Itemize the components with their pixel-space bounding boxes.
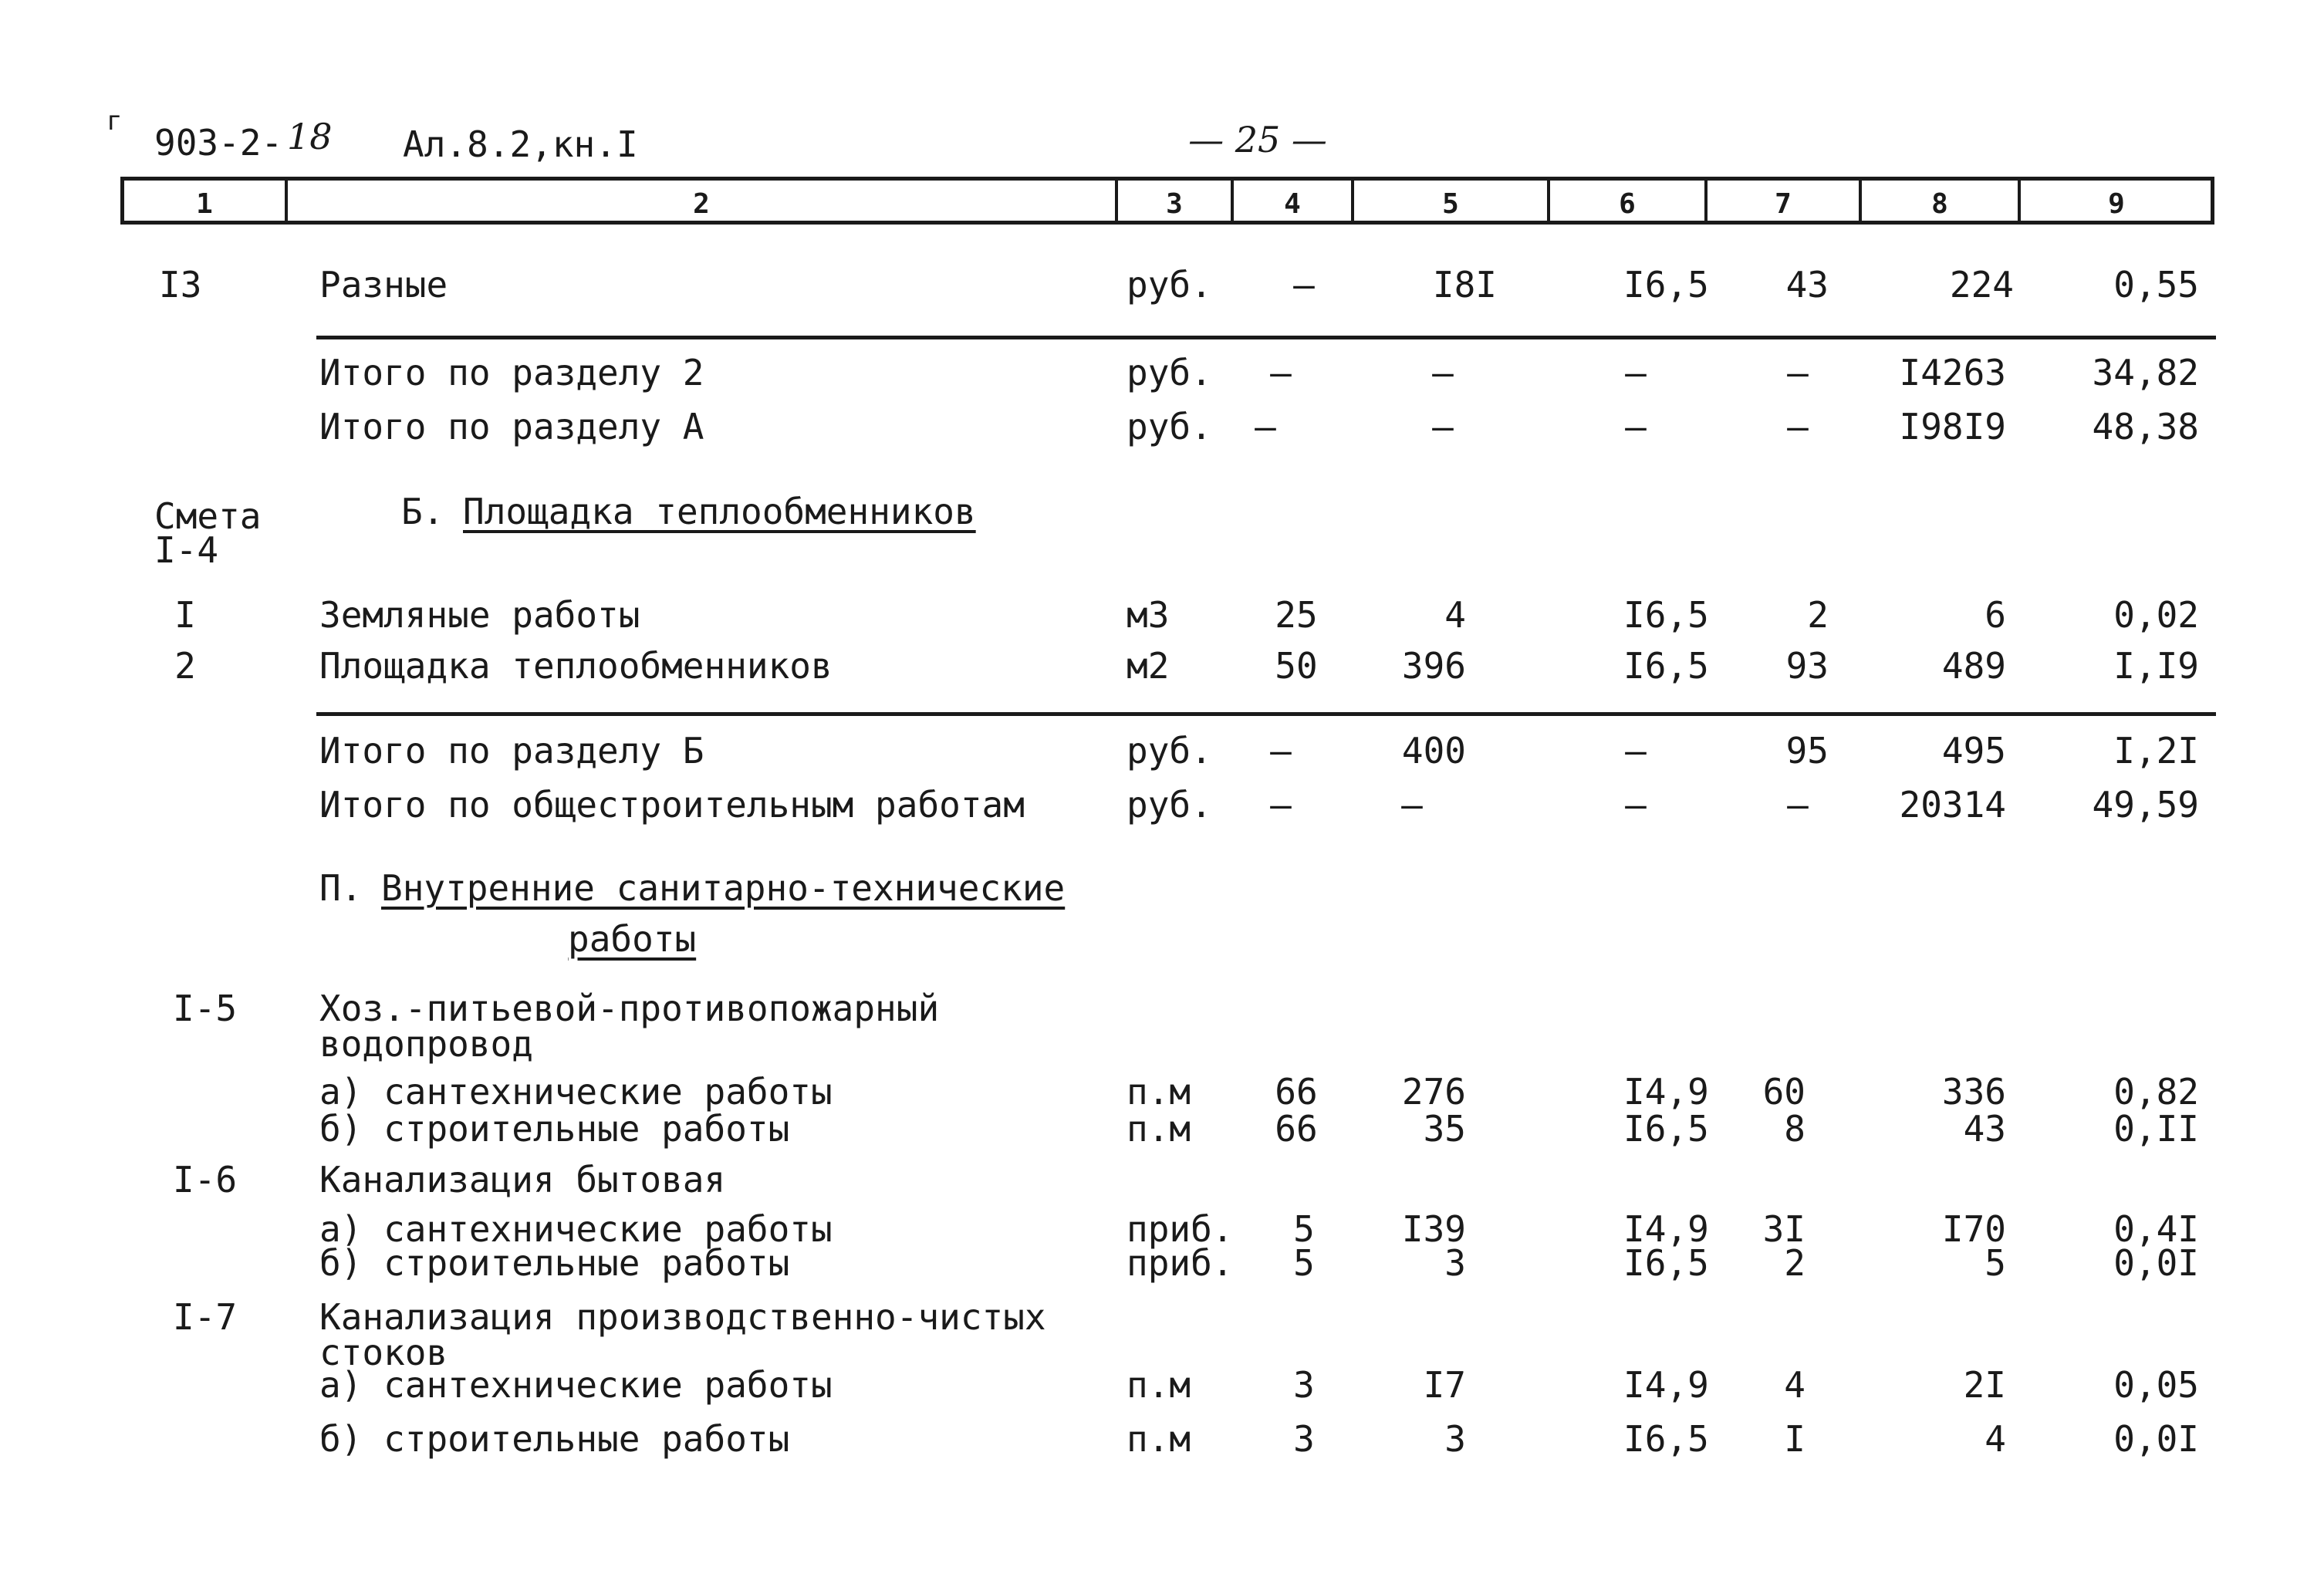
col6: I6,5	[1623, 645, 1709, 687]
col5: –	[1432, 352, 1454, 393]
section-numeral: П.	[319, 867, 363, 909]
item-name: б) строительные работы	[319, 1108, 790, 1150]
item-name-continued: водопровод	[319, 1023, 533, 1065]
album-reference: Ал.8.2,кн.I	[403, 123, 638, 165]
column-number: 5	[1442, 188, 1459, 220]
col9: 49,59	[2092, 784, 2199, 826]
col6: –	[1625, 406, 1647, 447]
estimate-number: I-6	[173, 1159, 238, 1201]
corner-mark: г	[106, 106, 123, 137]
estimate-number: I-4	[154, 529, 219, 571]
column-number: 9	[2108, 188, 2125, 220]
col7: 60	[1762, 1071, 1805, 1113]
col5: 3	[1444, 1242, 1466, 1284]
row-number: 2	[174, 645, 196, 687]
unit: приб.	[1127, 1242, 1234, 1284]
unit: руб.	[1127, 406, 1212, 447]
estimate-number: I-5	[173, 988, 238, 1029]
column-number: 7	[1775, 188, 1792, 220]
col6: I6,5	[1623, 1242, 1709, 1284]
column-number: 6	[1619, 188, 1636, 220]
col6: I6,5	[1623, 1418, 1709, 1460]
item-name: б) строительные работы	[319, 1418, 790, 1460]
col4: 66	[1275, 1108, 1318, 1150]
col9: 48,38	[2092, 406, 2199, 447]
col7: 43	[1785, 264, 1829, 306]
col8: 336	[1941, 1071, 2006, 1113]
col5: 3	[1444, 1418, 1466, 1460]
col4: 3	[1293, 1418, 1315, 1460]
col8: I70	[1941, 1208, 2006, 1250]
col8: 20314	[1899, 784, 2006, 826]
column-number: 1	[196, 188, 213, 220]
col9: 0,05	[2113, 1364, 2199, 1406]
item-name: Итого по разделу Б	[319, 730, 704, 772]
col8: 224	[1949, 264, 2014, 306]
item-name: Канализация бытовая	[319, 1159, 726, 1201]
item-name: а) сантехнические работы	[319, 1071, 833, 1113]
col8: 4	[1985, 1418, 2006, 1460]
col5: 396	[1401, 645, 1466, 687]
item-name-continued: стоков	[319, 1332, 448, 1373]
divider-line	[316, 712, 2216, 716]
column-number: 3	[1166, 188, 1183, 220]
column-number: 4	[1284, 188, 1301, 220]
estimate-number: I-7	[173, 1296, 238, 1338]
col9: 0,II	[2113, 1108, 2199, 1150]
col5: 35	[1423, 1108, 1466, 1150]
col4: 25	[1275, 594, 1318, 636]
item-name: Канализация производственно-чистых	[319, 1296, 1046, 1338]
col9: 0,4I	[2113, 1208, 2199, 1250]
unit: руб.	[1127, 352, 1212, 393]
col9: 34,82	[2092, 352, 2199, 393]
item-name: Итого по разделу А	[319, 406, 704, 447]
unit: приб.	[1127, 1208, 1234, 1250]
col4: –	[1270, 784, 1292, 826]
section-title-continued: работы	[568, 918, 697, 960]
col5: 276	[1401, 1071, 1466, 1113]
col5: 400	[1401, 730, 1466, 772]
col5: I39	[1401, 1208, 1466, 1250]
col4: 50	[1275, 645, 1318, 687]
col5: I7	[1423, 1364, 1466, 1406]
col7: 93	[1785, 645, 1829, 687]
column-number: 8	[1931, 188, 1948, 220]
divider-line	[316, 336, 2216, 339]
item-name: Земляные работы	[319, 594, 640, 636]
col5: I8I	[1432, 264, 1497, 306]
unit: руб.	[1127, 264, 1212, 306]
item-name: Разные	[319, 264, 448, 306]
document-code: 903-2-	[154, 122, 283, 164]
col8: I4263	[1899, 352, 2006, 393]
col8: 43	[1963, 1108, 2006, 1150]
item-name: Хоз.-питьевой-противопожарный	[319, 988, 940, 1029]
col8: 5	[1985, 1242, 2006, 1284]
col5: –	[1401, 784, 1423, 826]
unit: м2	[1127, 645, 1170, 687]
col4: –	[1270, 730, 1292, 772]
unit: п.м	[1127, 1418, 1191, 1460]
col9: I,I9	[2113, 645, 2199, 687]
col7: I	[1784, 1418, 1805, 1460]
col4: 5	[1293, 1208, 1315, 1250]
col6: I4,9	[1623, 1364, 1709, 1406]
col9: 0,0I	[2113, 1242, 2199, 1284]
col7: –	[1787, 784, 1809, 826]
col6: I6,5	[1623, 594, 1709, 636]
col4: –	[1255, 406, 1276, 447]
col7: 3I	[1762, 1208, 1805, 1250]
unit: п.м	[1127, 1364, 1191, 1406]
item-name: а) сантехнические работы	[319, 1208, 833, 1250]
col7: –	[1787, 352, 1809, 393]
unit: руб.	[1127, 730, 1212, 772]
col8: I98I9	[1899, 406, 2006, 447]
item-name: Итого по общестроительным работам	[319, 784, 1025, 826]
item-name: Площадка теплообменников	[319, 645, 833, 687]
col8: 495	[1941, 730, 2006, 772]
estimate-label: Смета	[154, 495, 262, 537]
col9: I,2I	[2113, 730, 2199, 772]
col7: 4	[1784, 1364, 1805, 1406]
col8: 2I	[1963, 1364, 2006, 1406]
col6: I4,9	[1623, 1208, 1709, 1250]
document-code-handwritten: 18	[287, 116, 333, 157]
col4: 5	[1293, 1242, 1315, 1284]
col8: 489	[1941, 645, 2006, 687]
column-number: 2	[693, 188, 710, 220]
item-name: а) сантехнические работы	[319, 1364, 833, 1406]
page-number: — 25 —	[1188, 119, 1327, 160]
col7: 2	[1784, 1242, 1805, 1284]
col6: I6,5	[1623, 264, 1709, 306]
col7: 2	[1807, 594, 1829, 636]
unit: п.м	[1127, 1071, 1191, 1113]
unit: п.м	[1127, 1108, 1191, 1150]
col5: 4	[1444, 594, 1466, 636]
col6: I6,5	[1623, 1108, 1709, 1150]
row-number: I3	[159, 264, 202, 306]
item-name: Итого по разделу 2	[319, 352, 704, 393]
col4: 66	[1275, 1071, 1318, 1113]
row-number: I	[174, 594, 196, 636]
col4: –	[1293, 264, 1315, 306]
section-letter: Б.	[401, 491, 444, 532]
col9: 0,02	[2113, 594, 2199, 636]
unit: м3	[1127, 594, 1170, 636]
col5: –	[1432, 406, 1454, 447]
col7: –	[1787, 406, 1809, 447]
col7: 8	[1784, 1108, 1805, 1150]
unit: руб.	[1127, 784, 1212, 826]
col9: 0,82	[2113, 1071, 2199, 1113]
col7: 95	[1785, 730, 1829, 772]
col6: –	[1625, 352, 1647, 393]
col6: I4,9	[1623, 1071, 1709, 1113]
col6: –	[1625, 784, 1647, 826]
section-title: Внутренние санитарно-технические	[381, 867, 1066, 909]
col9: 0,55	[2113, 264, 2199, 306]
item-name: б) строительные работы	[319, 1242, 790, 1284]
col8: 6	[1985, 594, 2006, 636]
col4: 3	[1293, 1364, 1315, 1406]
col9: 0,0I	[2113, 1418, 2199, 1460]
section-title: Площадка теплообменников	[463, 491, 976, 532]
column-number-header	[120, 177, 2214, 225]
col4: –	[1270, 352, 1292, 393]
col6: –	[1625, 730, 1647, 772]
